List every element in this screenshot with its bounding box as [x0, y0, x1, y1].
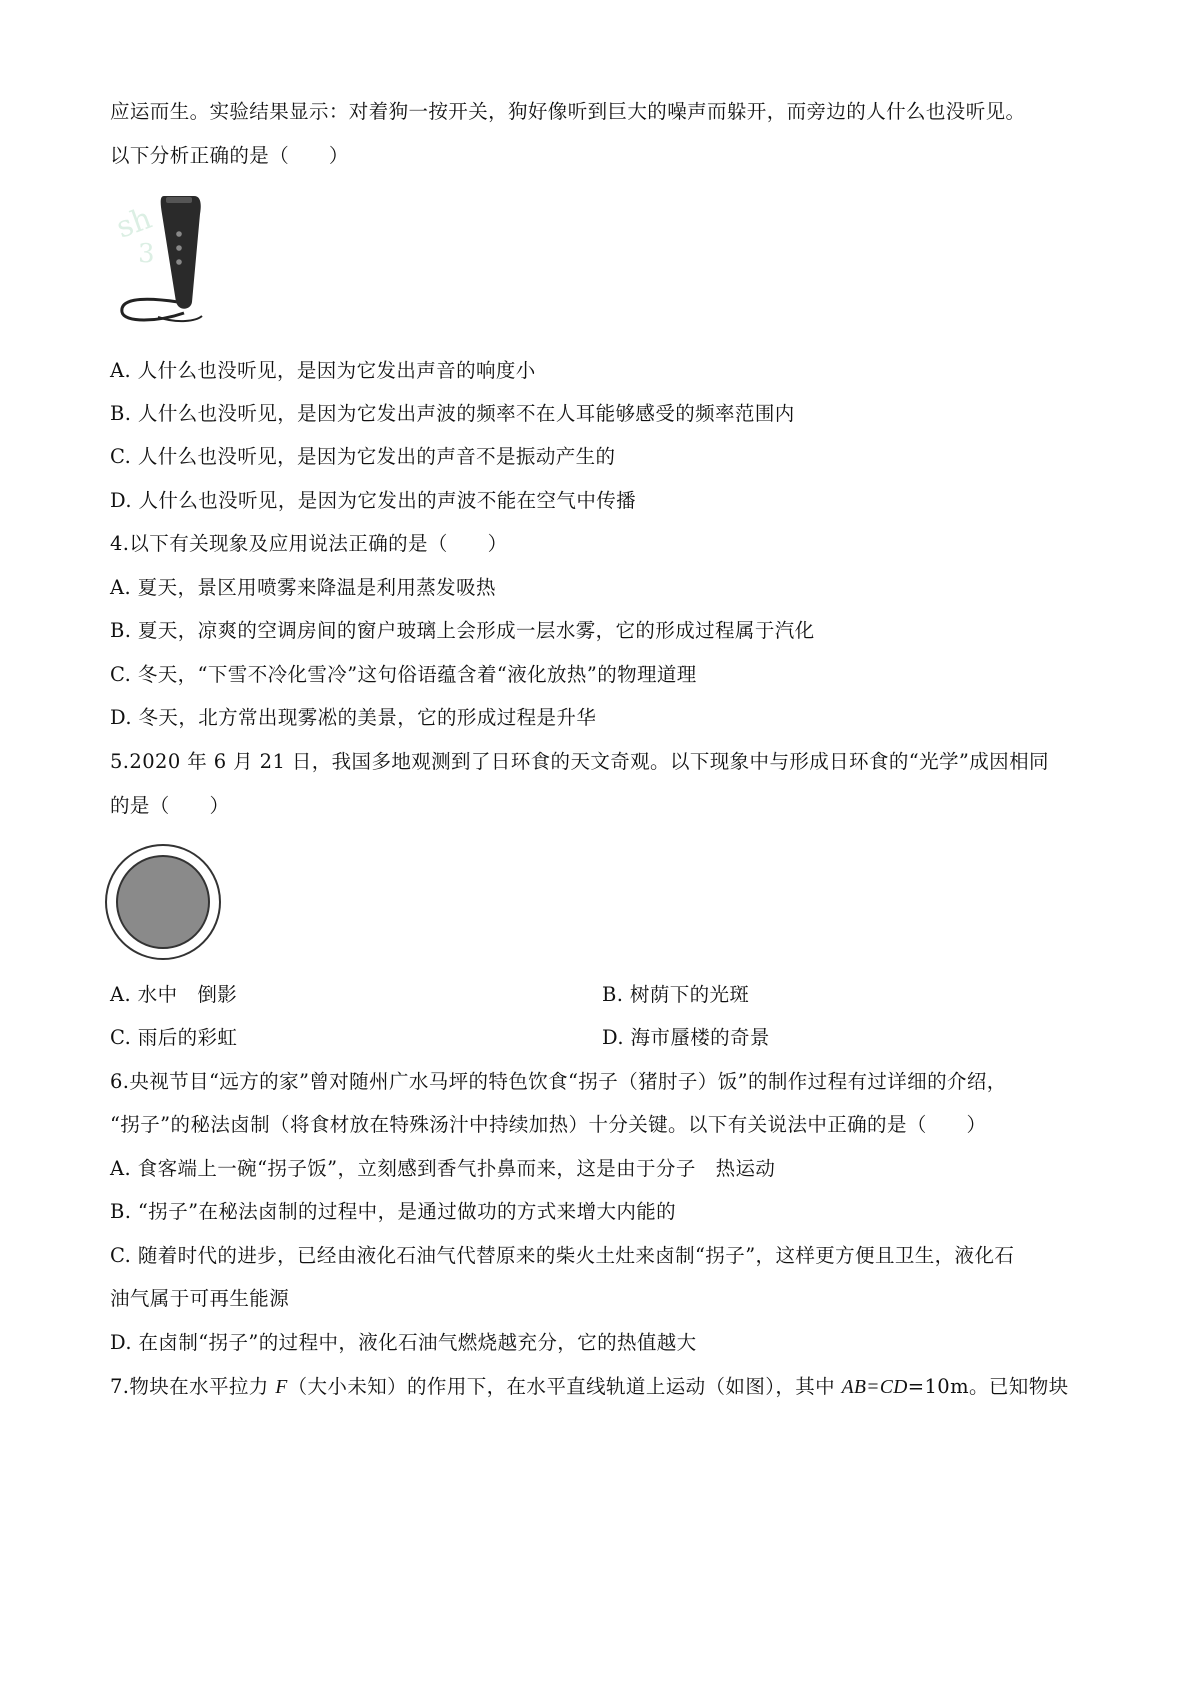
q3-option-b: B. 人什么也没听见，是因为它发出声波的频率不在人耳能够感受的频率范围内 [110, 402, 795, 425]
q6-option-a: A. 食客端上一碗“拐子饭”，立刻感到香气扑鼻而来，这是由于分子 热运动 [110, 1157, 776, 1180]
svg-text:3: 3 [138, 239, 155, 269]
q6-option-c-line1: C. 随着时代的进步，已经由液化石油气代替原来的柴火土灶来卤制“拐子”，这样更方便且卫生，液化石 [110, 1244, 1015, 1267]
q4-option-d: D. 冬天，北方常出现雾凇的美景，它的形成过程是升华 [110, 706, 597, 729]
annular-eclipse-figure [103, 842, 223, 962]
q7-stem-part1: 7.物块在水平拉力 [110, 1375, 276, 1398]
q7-stem [110, 1373, 1069, 1402]
q5-stem-line1: 5.2020 年 6 月 21 日，我国多地观测到了日环食的天文奇观。以下现象中与形成日环食的“光学”成因相同 [110, 750, 1049, 773]
q6-option-d: D. 在卤制“拐子”的过程中，液化石油气燃烧越充分，它的热值越大 [110, 1331, 697, 1354]
q3-option-a: A. 人什么也没听见，是因为它发出声音的响度小 [110, 359, 536, 382]
q6-stem-line2: “拐子”的秘法卤制（将食材放在特殊汤汁中持续加热）十分关键。以下有关说法中正确的是（ ） [110, 1113, 987, 1136]
q7-stem-part2: （大小未知）的作用下，在水平直线轨道上运动（如图），其中 [287, 1375, 842, 1398]
q7-stem-part3: =10m。已知物块 [907, 1375, 1069, 1398]
q4-option-c: C. 冬天，“下雪不冷化雪冷”这句俗语蕴含着“液化放热”的物理道理 [110, 663, 697, 686]
q5-option-d: D. 海市蜃楼的奇景 [602, 1026, 770, 1049]
q3-option-c: C. 人什么也没听见，是因为它发出的声音不是振动产生的 [110, 445, 616, 468]
q3-option-d: D. 人什么也没听见，是因为它发出的声波不能在空气中传播 [110, 489, 637, 512]
q5-option-b: B. 树荫下的光斑 [602, 983, 750, 1006]
q6-stem-line1: 6.央视节目“远方的家”曾对随州广水马坪的特色饮食“拐子（猪肘子）饭”的制作过程有过详细的介绍， [110, 1070, 1007, 1093]
q6-option-c-line2: 油气属于可再生能源 [110, 1287, 290, 1310]
svg-text:sh: sh [111, 200, 157, 246]
q3-stem-line2: 以下分析正确的是（ ） [110, 144, 349, 167]
q4-option-b: B. 夏天，凉爽的空调房间的窗户玻璃上会形成一层水雾，它的形成过程属于汽化 [110, 619, 815, 642]
q5-stem-line2: 的是（ ） [110, 794, 230, 817]
q6-option-b: B. “拐子”在秘法卤制的过程中，是通过做功的方式来增大内能的 [110, 1200, 677, 1223]
q3-stem-line1: 应运而生。实验结果显示：对着狗一按开关，狗好像听到巨大的噪声而躲开，而旁边的人什么也没听见。 [110, 100, 1026, 123]
q5-option-c: C. 雨后的彩虹 [110, 1026, 238, 1049]
q4-stem: 4.以下有关现象及应用说法正确的是（ ） [110, 532, 508, 555]
q4-option-a: A. 夏天，景区用喷雾来降温是利用蒸发吸热 [110, 576, 496, 599]
q5-option-a: A. 水中 倒影 [110, 983, 238, 1006]
ultrasonic-dog-repeller-figure [111, 192, 223, 327]
q7-force-symbol: F [275, 1377, 288, 1398]
q7-segment-expr: AB=CD [841, 1377, 908, 1398]
